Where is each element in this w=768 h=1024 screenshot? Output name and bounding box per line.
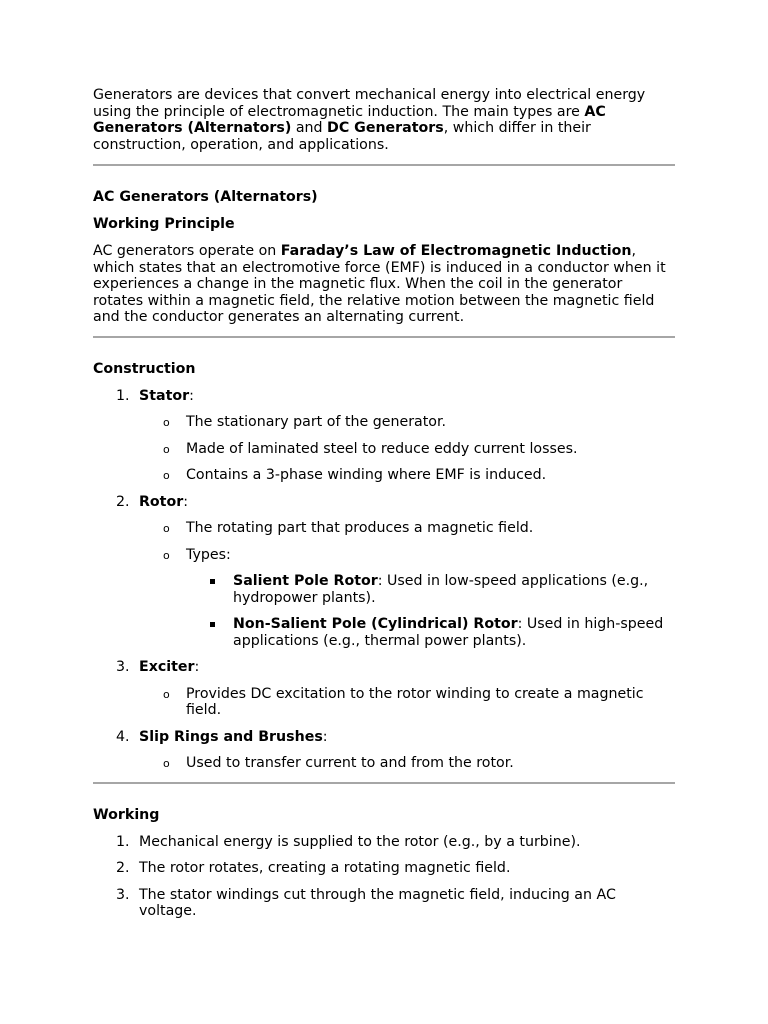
rotor-type-label: Salient Pole Rotor [233,573,378,589]
wp-text: AC generators operate on [93,243,281,259]
list-number: 3. [116,886,130,903]
section-heading-working: Working [93,806,160,823]
sub-list [93,414,675,484]
item-suffix: : [189,387,194,404]
document-content [93,87,675,930]
rotor-type-item [186,573,675,606]
sub-item [139,686,675,719]
rotor-types-list [186,573,675,649]
rotor-type-text: : Used in high-speed applications (e.g., thermal power plants). [233,616,664,649]
square-bullet-icon [210,622,215,627]
sub-item [139,414,675,431]
list-item-slip-rings [93,729,675,772]
sub-item [139,441,675,458]
divider [93,336,675,338]
sub-item [139,520,675,537]
item-label: Stator [139,387,190,404]
sub-item-text: Provides DC excitation to the rotor winding to create a magnetic field. [186,685,644,718]
construction-list [93,388,675,772]
sub-item-text: The stationary part of the generator. [186,414,447,430]
intro-bold-dc: DC Generators [327,120,444,136]
list-item-rotor [93,494,675,650]
wp-bold-faraday: Faraday’s Law of Electromagnetic Induction [280,243,632,259]
step-text: The rotor rotates, creating a rotating magnetic field. [139,860,511,876]
divider [93,164,675,166]
list-number: 2. [116,493,130,510]
working-step [93,887,675,920]
item-label: Exciter [139,659,195,675]
intro-bold-ac: AC Generators (Alternators) [93,103,606,136]
sub-list [93,686,675,719]
working-step [93,860,675,877]
bullet-icon: o [163,687,170,701]
working-principle-paragraph [93,243,675,326]
intro-paragraph [93,87,675,153]
item-suffix: : [322,728,328,745]
subheading-working-principle: Working Principle [93,216,235,232]
step-text: The stator windings cut through the magnetic field, inducing an AC voltage. [139,886,616,919]
divider [93,782,675,784]
bullet-icon: o [163,442,170,456]
list-number: 1. [116,833,130,850]
sub-item-text: The rotating part that produces a magnetic field. [186,520,534,536]
sub-list [93,755,675,772]
list-number: 3. [116,659,130,675]
rotor-type-item [186,616,675,649]
sub-item-text: Contains a 3-phase winding where EMF is induced. [186,467,547,483]
list-item-exciter [93,659,675,719]
square-bullet-icon [210,579,215,584]
item-suffix: : [183,493,188,510]
sub-item-types [139,547,675,650]
working-step [93,834,675,851]
section-heading-construction: Construction [93,360,196,377]
list-number: 2. [116,860,130,876]
bullet-icon: o [163,469,170,482]
list-number: 4. [116,728,130,745]
wp-text: , which states that an electromotive force (EMF) is induced in a conductor when it experiences a change in the magnetic flux. When the coil in the generator rotates within a magnetic field, the relative motion between the magnetic field and the conductor generates an alternating current. [93,243,666,325]
bullet-icon: o [163,548,170,562]
intro-text: Generators are devices that convert mechanical energy into electrical energy using the principle of electromagnetic induction. The main types are [93,87,646,120]
step-text: Mechanical energy is supplied to the rotor (e.g., by a turbine). [139,833,581,850]
sub-item [139,755,675,772]
bullet-icon: o [163,522,170,535]
list-item-stator [93,388,675,484]
bullet-icon: o [163,757,170,770]
item-label: Slip Rings and Brushes [139,728,323,745]
bullet-icon: o [163,416,170,429]
item-label: Rotor [139,493,184,510]
intro-text: and [291,120,328,136]
sub-list [93,520,675,649]
rotor-type-label: Non-Salient Pole (Cylindrical) Rotor [233,616,518,632]
sub-item-text: Made of laminated steel to reduce eddy current losses. [186,440,578,457]
intro-text: , which differ in their construction, operation, and applications. [93,120,591,153]
sub-item-text: Used to transfer current to and from the rotor. [186,755,514,771]
working-steps-list [93,834,675,920]
rotor-type-text: : Used in low-speed applications (e.g., hydropower plants). [233,573,649,606]
sub-item-text: Types: [186,546,231,563]
section-heading-ac: AC Generators (Alternators) [93,189,318,205]
item-suffix: : [194,659,200,675]
list-number: 1. [116,387,130,404]
sub-item [139,467,675,484]
